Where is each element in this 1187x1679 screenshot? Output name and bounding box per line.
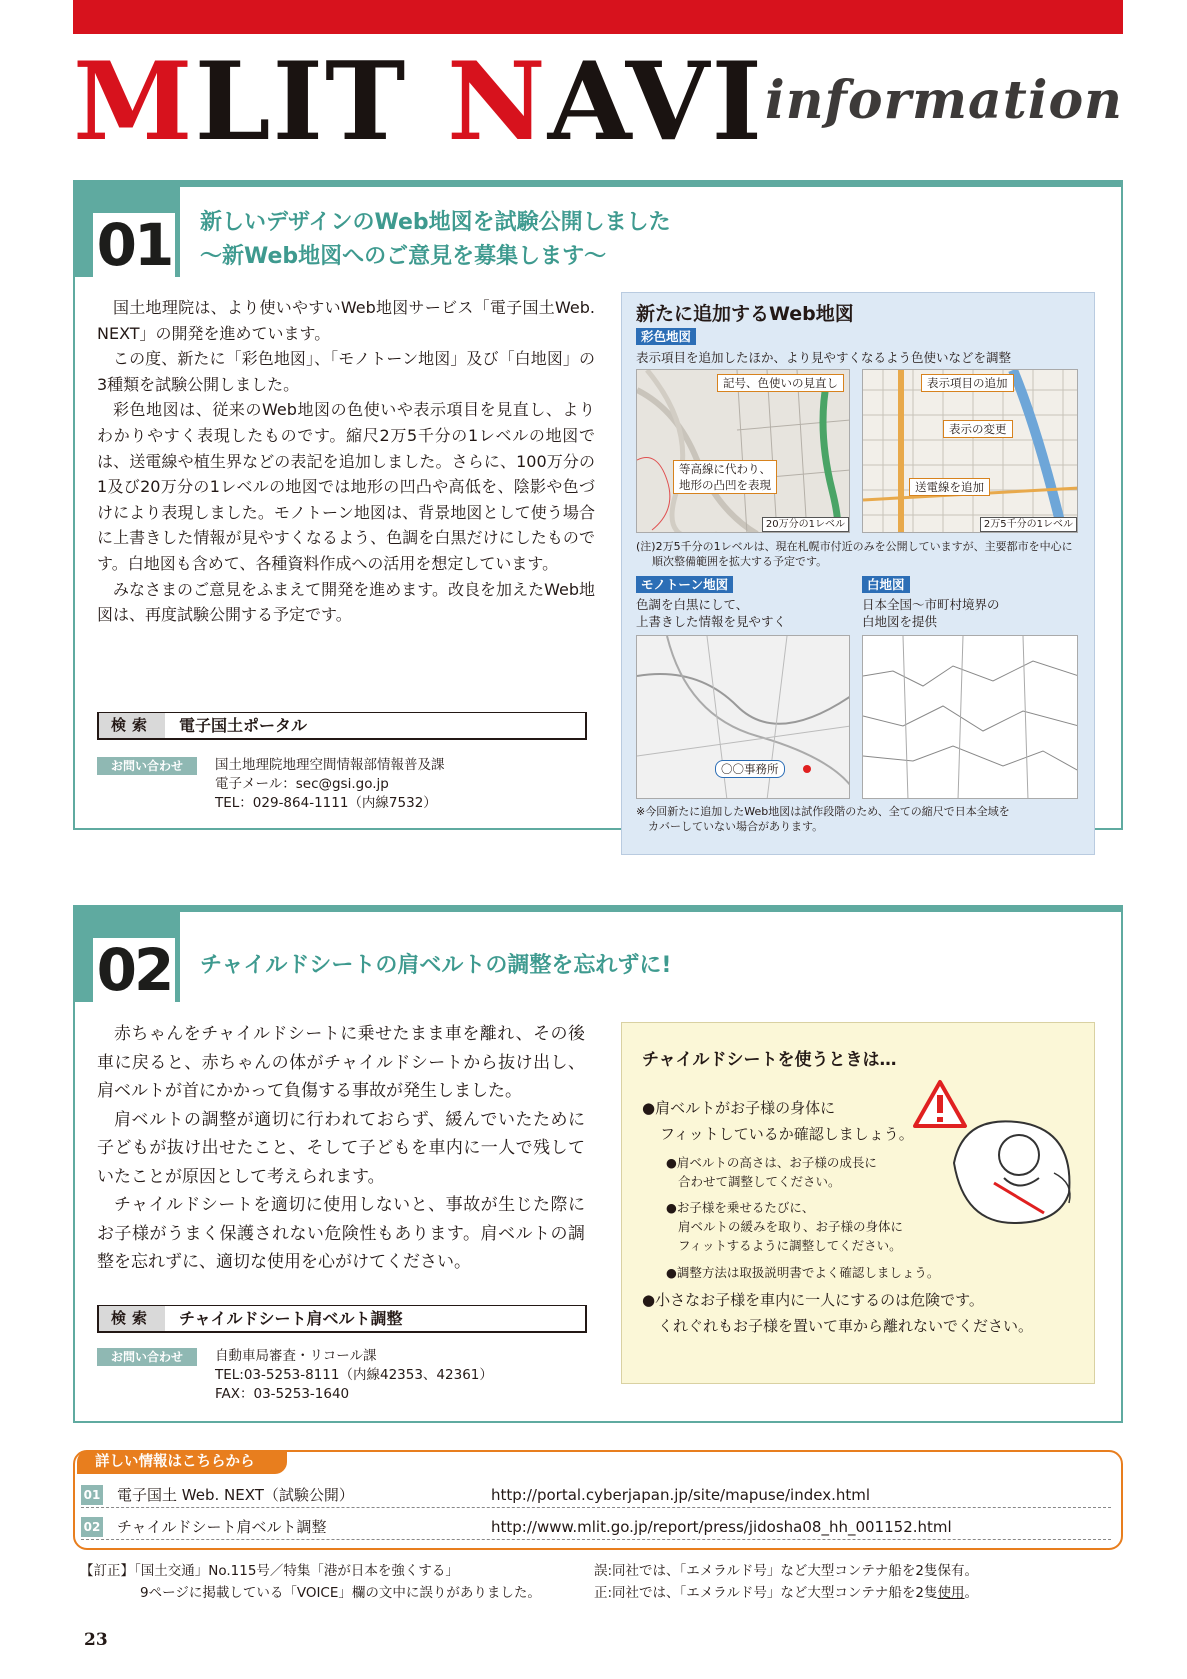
section-title-line2: ～新Web地図へのご意見を募集します～: [200, 244, 607, 269]
contact-fax: FAX：03-5253-1640: [215, 1386, 350, 1402]
section-number-box: [75, 187, 180, 277]
contact-info: [97, 757, 577, 817]
mono-map-image: [636, 635, 850, 799]
section-02: [73, 905, 1123, 1423]
color-map-image-small-scale: [636, 369, 850, 533]
links-box: [73, 1450, 1123, 1550]
errata-heading: 【訂正】「国土交通」No.115号／特集「港が日本を強くする」: [80, 1563, 459, 1579]
section-01: [73, 180, 1123, 833]
office-label: 〇〇事務所: [715, 760, 785, 778]
map-note: (注)2万5千分の1レベルは、現在札幌市付近のみを公開していますが、主要都市を中心に 順次整備範囲を拡大する予定です。: [636, 540, 1073, 568]
point-1-line-a: ●肩ベルトがお子様の身体に: [642, 1099, 836, 1117]
contact-lines: [215, 756, 445, 813]
sub-point-2a: ●お子様を乗せるたびに、: [666, 1200, 815, 1215]
link-number: 01: [81, 1485, 103, 1505]
scale-label-large: 2万5千分の1レベル: [980, 517, 1077, 532]
errata-correct: 正:同社では、「エメラルド号」など大型コンテナ船を2隻使用。: [594, 1585, 978, 1601]
contact-phone: TEL：029-864-1111（内線7532）: [215, 795, 437, 811]
terrain-map-graphic: [637, 370, 850, 533]
child-seat-panel: [621, 1022, 1095, 1384]
search-keyword: 電子国土ポータル: [179, 716, 308, 735]
errata-right: [594, 1560, 978, 1604]
section-number: 01: [93, 213, 175, 277]
color-map-image-large-scale: [862, 369, 1078, 533]
sub-point-3: ●調整方法は取扱説明書でよく確認しましょう。: [666, 1265, 940, 1280]
search-box[interactable]: [97, 712, 587, 740]
section-title-line1: 新しいデザインのWeb地図を試験公開しました: [200, 210, 671, 235]
map-panel: [621, 292, 1095, 855]
map-panel-title: 新たに追加するWeb地図: [636, 303, 854, 325]
paragraph: 国土地理院は、より使いやすいWeb地図サービス「電子国土Web. NEXT」の開発を進めています。: [97, 298, 595, 343]
contact-badge: お問い合わせ: [97, 757, 197, 775]
paragraph: チャイルドシートを適切に使用しないと、事故が生じた際にお子様がうまく保護されない危険性もあります。肩ベルトの調整を忘れずに、適切な使用を心がけてください。: [97, 1195, 585, 1272]
point-2-line-a: ●小さなお子様を車内に一人にするのは危険です。: [642, 1291, 984, 1309]
map-footnote: ※今回新たに追加したWeb地図は試作段階のため、全ての縮尺で日本全域を カバーしていない場合があります。: [636, 805, 1010, 833]
color-map-desc: 表示項目を追加したほか、より見やすくなるよう色使いなどを調整: [636, 350, 1012, 365]
sub-point-1b: 合わせて調整してください。: [678, 1174, 841, 1189]
contact-badge: お問い合わせ: [97, 1348, 197, 1366]
errata-left: [80, 1560, 541, 1604]
masthead-title: MLIT NAVI: [73, 39, 764, 165]
masthead-subtitle: information: [765, 70, 1123, 131]
scale-label-small: 20万分の1レベル: [762, 517, 849, 532]
link-name: 電子国土 Web. NEXT（試験公開）: [117, 1486, 354, 1504]
callout-power: 送電線を追加: [909, 478, 990, 496]
callout-change: 表示の変更: [943, 420, 1013, 438]
callout-symbols: 記号、色使いの見直し: [717, 374, 844, 392]
callout-relief: 等高線に代わり、 地形の凸凹を表現: [673, 460, 777, 494]
contact-email: 電子メール：sec@gsi.go.jp: [215, 776, 389, 792]
link-row[interactable]: [81, 1482, 1111, 1508]
search-label: 検索: [99, 713, 165, 738]
paragraph: 肩ベルトの調整が適切に行われておらず、緩んでいたために子どもが抜け出せたこと、そして子どもを車内に一人で残していたことが原因として考えられます。: [97, 1109, 585, 1187]
contact-phone: TEL:03-5253-8111（内線42353、42361）: [215, 1367, 493, 1383]
city-map-graphic: [863, 370, 1078, 533]
contact-department: 国土地理院地理空間情報部情報普及課: [215, 757, 445, 773]
paragraph: 赤ちゃんをチャイルドシートに乗せたまま車を離れ、その後車に戻ると、赤ちゃんの体がチャイルドシートから抜け出し、肩ベルトが首にかかって負傷する事故が発生しました。: [97, 1024, 585, 1101]
paragraph: みなさまのご意見をふまえて開発を進めます。改良を加えたWeb地図は、再度試験公開する予定です。: [97, 579, 595, 625]
link-number: 02: [81, 1517, 103, 1537]
links-header: 詳しい情報はこちらから: [77, 1450, 287, 1474]
section-title: チャイルドシートの肩ベルトの調整を忘れずに!: [200, 953, 672, 978]
link-name: チャイルドシート肩ベルト調整: [117, 1518, 327, 1536]
errata-wrong: 誤:同社では、「エメラルド号」など大型コンテナ船を2隻保有。: [594, 1563, 978, 1579]
search-keyword: チャイルドシート肩ベルト調整: [179, 1309, 403, 1328]
white-map-image: [862, 635, 1078, 799]
sub-point-2b: 肩ベルトの緩みを取り、お子様の身体に: [678, 1219, 904, 1234]
color-map-tag: 彩色地図: [636, 328, 696, 345]
section-number: 02: [93, 938, 175, 1002]
page-number: 23: [84, 1630, 108, 1650]
link-row[interactable]: [81, 1514, 1111, 1540]
warning-icon: [912, 1079, 968, 1129]
white-map-graphic: [863, 636, 1078, 799]
paragraph: この度、新たに「彩色地図」、「モノトーン地図」及び「白地図」の3種類を試験公開しました。: [97, 349, 595, 394]
sub-point-2c: フィットするように調整してください。: [678, 1238, 902, 1253]
contact-department: 自動車局審査・リコール課: [215, 1348, 377, 1364]
mono-map-desc: 色調を白黒にして、 上書きした情報を見やすく: [636, 597, 787, 629]
paragraph: 彩色地図は、従来のWeb地図の色使いや表示項目を見直し、よりわかりやすく表現したものです。縮尺2万5千分の1レベルの地図では、送電線や植生界などの表記を追加しました。さらに、100万分の1及び20万分の1レベルの地図では地形の凹凸や高低を、陰影や色づけにより表現しました。モノトーン地図は、背景地図として使う場合に上書きした情報が見やすくなるよう、色調を白黒だけにしたものです。白地図も含めて、各種資料作成への活用を想定しています。: [97, 400, 595, 573]
callout-items: 表示項目の追加: [921, 374, 1014, 392]
masthead: [73, 39, 1123, 165]
section-body: [97, 1020, 585, 1277]
link-url[interactable]: http://www.mlit.go.jp/report/press/jidosha08_hh_001152.html: [491, 1518, 952, 1536]
link-url[interactable]: http://portal.cyberjapan.jp/site/mapuse/index.html: [491, 1486, 871, 1504]
section-body: [97, 295, 595, 628]
point-2-line-b: くれぐれもお子様を置いて車から離れないでください。: [658, 1317, 1034, 1335]
contact-info: [97, 1348, 577, 1408]
mono-map-tag: モノトーン地図: [636, 576, 733, 593]
section-number-box: [75, 912, 180, 1002]
top-red-bar: [73, 0, 1123, 34]
search-label: 検索: [99, 1306, 165, 1331]
contact-lines: [215, 1347, 493, 1404]
white-map-tag: 白地図: [862, 576, 910, 593]
sub-point-1a: ●肩ベルトの高さは、お子様の成長に: [666, 1155, 877, 1170]
errata-detail: 9ページに掲載している「VOICE」欄の文中に誤りがありました。: [140, 1585, 541, 1601]
white-map-desc: 日本全国～市町村境界の 白地図を提供: [862, 597, 1000, 629]
child-seat-panel-title: チャイルドシートを使うときは…: [642, 1050, 897, 1070]
point-1-line-b: フィットしているか確認しましょう。: [660, 1125, 914, 1143]
search-box[interactable]: [97, 1305, 587, 1333]
